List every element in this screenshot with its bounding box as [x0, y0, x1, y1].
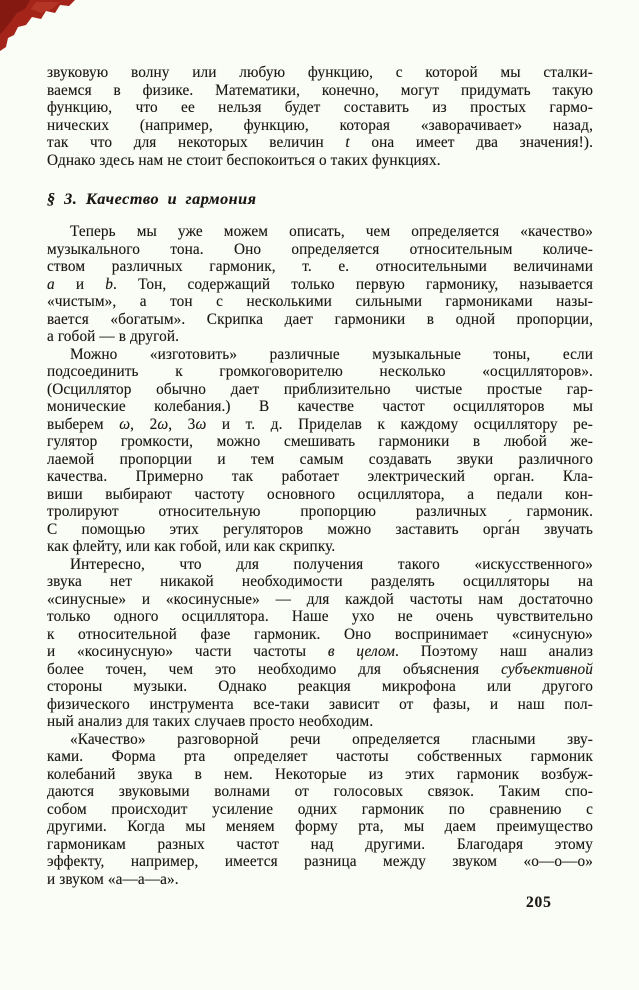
paragraph	[47, 556, 593, 731]
text-line: стороны музыки. Однако реакция микрофона или другого	[47, 678, 593, 695]
text-line: нических (например, функцию, которая «заворачивает» назад,	[47, 116, 593, 134]
text-line: «синусные» и «косинусные» — для каждой частоты нам достаточно	[47, 590, 593, 608]
text-line: к относительной фазе гармоник. Оно воспринимает «синусную»	[47, 625, 593, 643]
red-corner-mark	[0, 0, 80, 58]
text-line: (Осциллятор обычно дает приблизительно чистые простые гар-	[47, 380, 593, 398]
text-line: так что для некоторых величин t она имеет два значения!).	[47, 134, 593, 151]
text-line: тролируют относительную пропорцию различных гармоник.	[47, 503, 593, 520]
text-line: ками. Форма рта определяет частоты собственных гармоник	[47, 748, 593, 765]
text-line: звуковую волну или любую функцию, с которой мы сталки-	[47, 64, 593, 81]
text-line: гармоникам разных частот над другими. Благодаря этому	[47, 835, 593, 853]
text-line: вается «богатым». Скрипка дает гармоники в одной пропорции,	[47, 310, 593, 328]
text-line: Интересно, что для получения такого «искусственного»	[70, 555, 593, 573]
text-line: эффекту, например, имеется разница между звуком «о—о—о»	[47, 853, 593, 870]
text-line: Можно «изготовить» различные музыкальные тоны, если	[70, 345, 593, 363]
text-line: и «косинусную» части частоты в целом. Поэтому наш анализ	[47, 643, 593, 660]
text-line: качества. Примерно так работает электрический орга́н. Кла-	[47, 468, 593, 485]
text-line: звука нет никакой необходимости разделять осцилляторы на	[47, 573, 593, 590]
text-line: только одного осциллятора. Наше ухо не очень чувствительно	[47, 608, 593, 625]
text-line: подсоединить к громкоговорителю несколько «осцилляторов».	[47, 363, 593, 380]
text-line: С помощью этих регуляторов можно заставить орга́н звучать	[47, 520, 593, 538]
text-line: виши выбирают частоту основного осциллятора, а педали кон-	[47, 485, 593, 503]
text-line: другими. Когда мы меняем форму рта, мы даем преимущество	[47, 818, 593, 835]
text-line: «чистым», а тон с несколькими сильными гармониками назы-	[47, 293, 593, 310]
paragraph	[47, 223, 593, 346]
text-line: ваемся в физике. Математики, конечно, могут придумать такую	[47, 81, 593, 99]
text-line: лаемой пропорции и тем самым создавать звуки различного	[47, 450, 593, 468]
text-line: Однако здесь нам не стоит беспокоиться о таких функциях.	[47, 151, 441, 169]
text-line: собом происходит усиление одних гармоник по сравнению с	[47, 800, 593, 818]
text-block	[47, 64, 593, 888]
text-line: выберем ω, 2ω, 3ω и т. д. Приделав к каждому осциллятору ре-	[47, 415, 593, 433]
text-line: Теперь мы уже можем описать, чем определяется «качество»	[70, 223, 593, 240]
text-line: «Качество» разговорной речи определяется гласными зву-	[70, 730, 593, 748]
section-heading: § 3. Качество и гармония	[47, 190, 257, 208]
text-line: а гобой — в другой.	[47, 328, 180, 345]
paragraph	[47, 64, 593, 169]
paragraph	[47, 346, 593, 556]
text-line: колебаний звука в нем. Некоторые из этих гармоник возбуж-	[47, 765, 593, 783]
paragraph	[47, 731, 593, 889]
text-line: музыкального тона. Оно определяется относительным количе-	[47, 240, 593, 258]
text-line: ством различных гармоник, т. е. относительными величинами	[47, 258, 593, 275]
text-line: даются звуковыми волнами от голосовых связок. Таким спо-	[47, 783, 593, 800]
text-line: более точен, чем это необходимо для объяснения субъективной	[47, 660, 593, 678]
text-line: функцию, что ее нельзя будет составить из простых гармо-	[47, 99, 593, 116]
page-number: 205	[526, 894, 552, 911]
text-line: гулятор громкости, можно смешивать гармоники в любой же-	[47, 433, 593, 450]
text-line: как флейту, или как гобой, или как скрипку.	[47, 538, 336, 555]
text-line: и звуком «а—а—а».	[47, 870, 179, 888]
text-line: a и b. Тон, содержащий только первую гармонику, называется	[47, 275, 594, 293]
text-line: ный анализ для таких случаев просто необходим.	[47, 713, 374, 730]
text-line: монические колебания.) В качестве частот осцилляторов мы	[47, 398, 593, 415]
text-line: физического инструмента все-таки зависит от фазы, и наш пол-	[47, 695, 593, 713]
